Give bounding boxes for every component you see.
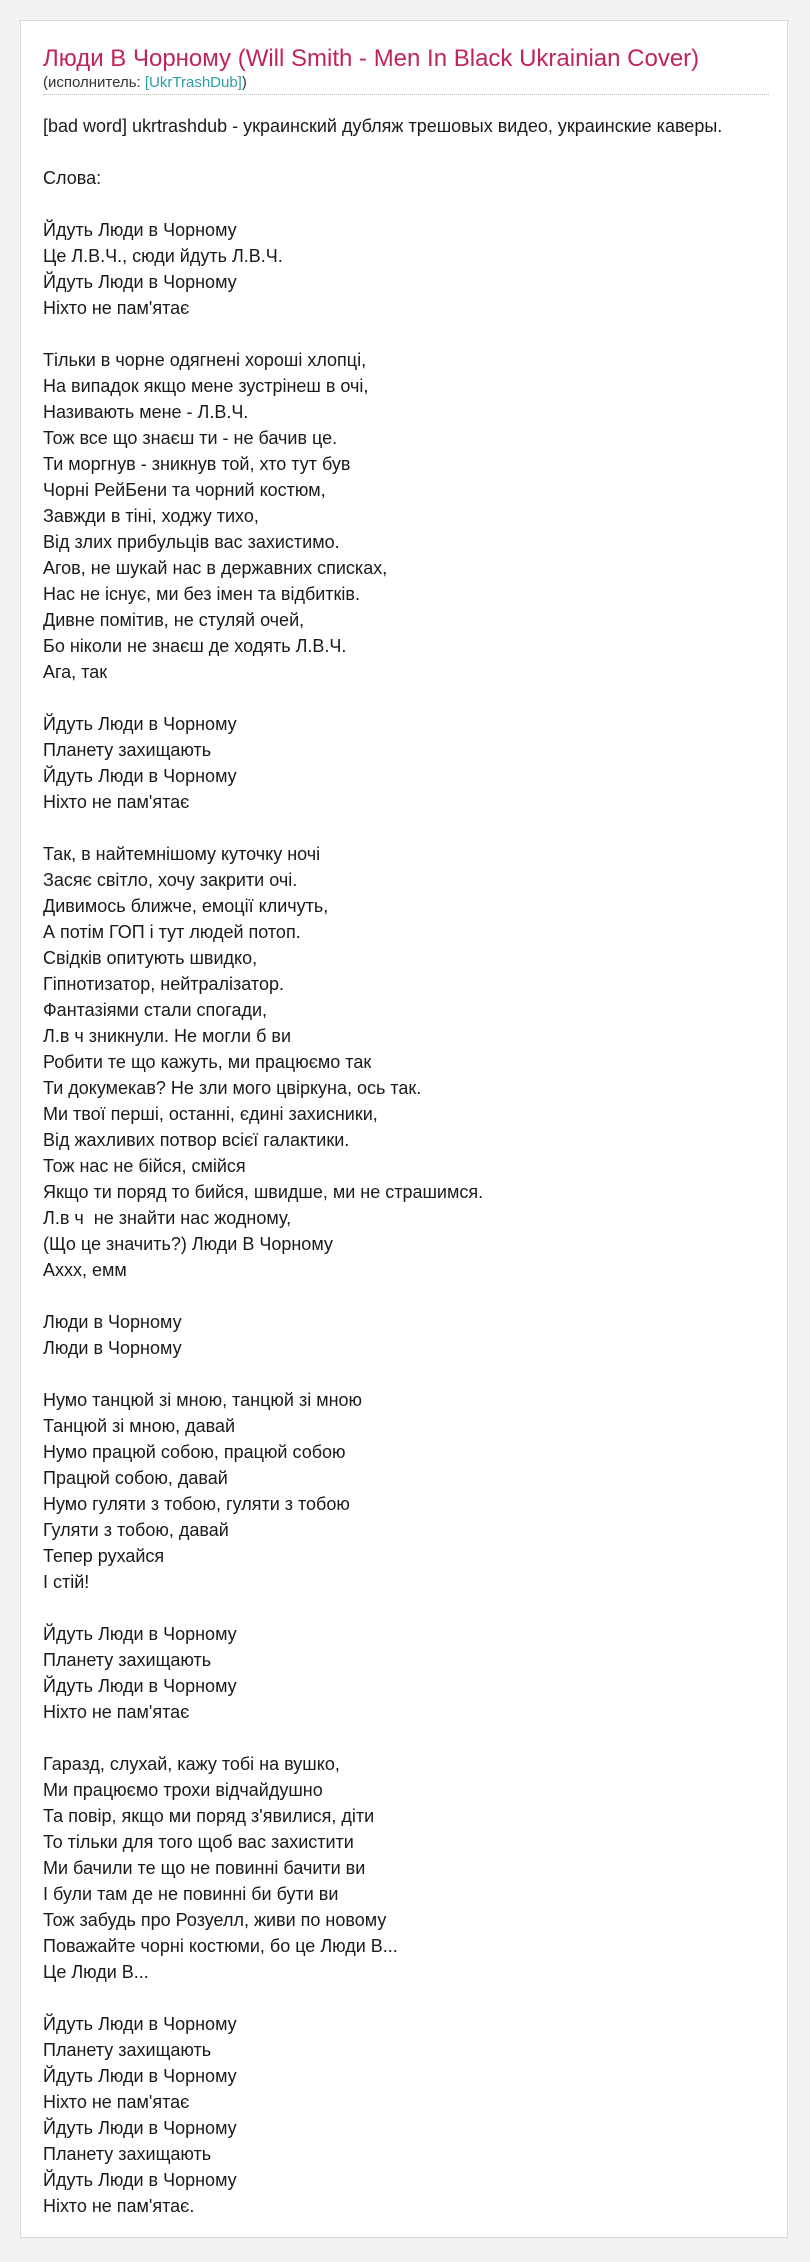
lyric-line: Планету захищають <box>43 2040 212 2060</box>
lyric-line: Тож забудь про Розуелл, живи по новому <box>43 1910 387 1930</box>
lyric-line: Ніхто не пам'ятає. <box>43 2196 195 2216</box>
lyric-line: Йдуть Люди в Чорному <box>43 2118 237 2138</box>
lyric-line: Тільки в чорне одягнені хороші хлопці, <box>43 350 367 370</box>
header-divider <box>43 94 769 95</box>
lyric-line: Тож нас не бійся, смійся <box>43 1156 246 1176</box>
lyric-line: Від жахливих потвор всієї галактики. <box>43 1130 350 1150</box>
lyrics-stanza <box>43 711 788 815</box>
lyric-line: Л.в ч зникнули. Не могли б ви <box>43 1026 292 1046</box>
lyric-line: А потім ГОП і тут людей потоп. <box>43 922 301 942</box>
lyric-line: Нумо працюй собою, працюй собою <box>43 1442 346 1462</box>
song-title: Люди В Чорному (Will Smith - Men In Black Ukrainian Cover) <box>43 45 700 72</box>
lyrics-stanza <box>43 1751 788 1985</box>
lyric-line: Тепер рухайся <box>43 1546 165 1566</box>
lyric-line: Йдуть Люди в Чорному <box>43 2170 237 2190</box>
lyric-line: Йдуть Люди в Чорному <box>43 1676 237 1696</box>
lyric-line: Ніхто не пам'ятає <box>43 2092 190 2112</box>
lyric-line: Від злих прибульців вас захистимо. <box>43 532 340 552</box>
lyric-line: Йдуть Люди в Чорному <box>43 714 237 734</box>
words-label: Слова: <box>43 168 102 188</box>
lyric-line: Гуляти з тобою, давай <box>43 1520 229 1540</box>
artist-suffix: ) <box>241 74 247 91</box>
lyric-line: Дивимось ближче, емоції кличуть, <box>43 896 329 916</box>
lyric-line: То тільки для того щоб вас захистити <box>43 1832 354 1852</box>
lyric-line: Йдуть Люди в Чорному <box>43 766 237 786</box>
lyric-line: Планету захищають <box>43 2144 212 2164</box>
lyric-line: Нас не існує, ми без імен та відбитків. <box>43 584 360 604</box>
lyric-line: Чорні РейБени та чорний костюм, <box>43 480 326 500</box>
lyric-line: Дивне помітив, не стуляй очей, <box>43 610 305 630</box>
lyric-line: І стій! <box>43 1572 90 1592</box>
lyric-line: Ми бачили те що не повинні бачити ви <box>43 1858 366 1878</box>
lyric-line: Свідків опитують швидко, <box>43 948 258 968</box>
lyrics-stanza <box>43 347 788 685</box>
lyric-line: Гіпнотизатор, нейтралізатор. <box>43 974 284 994</box>
lyric-line: Йдуть Люди в Чорному <box>43 2066 237 2086</box>
lyric-line: Це Люди В... <box>43 1962 149 1982</box>
lyric-line: Ти моргнув - зникнув той, хто тут був <box>43 454 351 474</box>
lyric-line: (Що це значить?) Люди В Чорному <box>43 1234 333 1254</box>
lyric-line: Нумо танцюй зі мною, танцюй зі мною <box>43 1390 363 1410</box>
lyrics-stanza <box>43 1621 788 1725</box>
artist-prefix: (исполнитель: <box>43 74 145 91</box>
lyrics-stanza <box>43 217 788 321</box>
lyric-line: Йдуть Люди в Чорному <box>43 220 237 240</box>
lyric-line: Фантазіями стали спогади, <box>43 1000 268 1020</box>
lyrics-stanza <box>43 1309 788 1361</box>
lyrics-content <box>43 113 788 2238</box>
lyric-line: Нумо гуляти з тобою, гуляти з тобою <box>43 1494 350 1514</box>
lyric-line: Ніхто не пам'ятає <box>43 1702 190 1722</box>
lyrics-card <box>20 20 788 2238</box>
lyric-line: Ми працюємо трохи відчайдушно <box>43 1780 323 1800</box>
lyric-line: Та повір, якщо ми поряд з'явилися, діти <box>43 1806 375 1826</box>
lyric-line: Гаразд, слухай, кажу тобі на вушко, <box>43 1754 340 1774</box>
lyric-line: Ми твої перші, останні, єдині захисники, <box>43 1104 378 1124</box>
lyric-line: Планету захищають <box>43 740 212 760</box>
lyric-line: І були там де не повинні би бути ви <box>43 1884 339 1904</box>
lyric-line: Йдуть Люди в Чорному <box>43 1624 237 1644</box>
lyric-line: Поважайте чорні костюми, бо це Люди В... <box>43 1936 398 1956</box>
lyric-line: Бо ніколи не знаєш де ходять Л.В.Ч. <box>43 636 347 656</box>
lyric-line: Планету захищають <box>43 1650 212 1670</box>
lyric-line: Тож все що знаєш ти - не бачив це. <box>43 428 338 448</box>
lyric-line: Якщо ти поряд то бийся, швидше, ми не страшимся. <box>43 1182 484 1202</box>
lyric-line: На випадок якщо мене зустрінеш в очі, <box>43 376 369 396</box>
lyrics-body <box>43 217 788 2219</box>
lyric-line: Агов, не шукай нас в державних списках, <box>43 558 388 578</box>
lyric-line: Працюй собою, давай <box>43 1468 228 1488</box>
lyrics-stanza <box>43 2011 788 2219</box>
lyric-line: Засяє світло, хочу закрити очі. <box>43 870 298 890</box>
lyric-line: Це Л.В.Ч., сюди йдуть Л.В.Ч. <box>43 246 283 266</box>
lyrics-stanza <box>43 841 788 1283</box>
lyric-line: Люди в Чорному <box>43 1338 182 1358</box>
lyric-line: Йдуть Люди в Чорному <box>43 2014 237 2034</box>
intro-text: [bad word] ukrtrashdub - украинский дубляж трешовых видео, украинские каверы. <box>43 116 723 136</box>
lyric-line: Йдуть Люди в Чорному <box>43 272 237 292</box>
artist-byline <box>43 74 247 91</box>
lyric-line: Завжди в тіні, ходжу тихо, <box>43 506 259 526</box>
lyric-line: Робити те що кажуть, ми працюємо так <box>43 1052 372 1072</box>
lyrics-stanza <box>43 1387 788 1595</box>
artist-link[interactable]: [UkrTrashDub] <box>144 74 242 91</box>
lyric-line: Називають мене - Л.В.Ч. <box>43 402 249 422</box>
lyric-line: Л.в ч не знайти нас жодному, <box>43 1208 292 1228</box>
lyric-line: Танцюй зі мною, давай <box>43 1416 236 1436</box>
lyric-line: Так, в найтемнішому куточку ночі <box>43 844 321 864</box>
lyric-line: Ага, так <box>43 662 108 682</box>
lyric-line: Люди в Чорному <box>43 1312 182 1332</box>
lyric-line: Ахxx, емм <box>43 1260 127 1280</box>
lyric-line: Ніхто не пам'ятає <box>43 792 190 812</box>
lyric-line: Ти докумекав? Не зли мого цвіркуна, ось так. <box>43 1078 422 1098</box>
lyric-line: Ніхто не пам'ятає <box>43 298 190 318</box>
